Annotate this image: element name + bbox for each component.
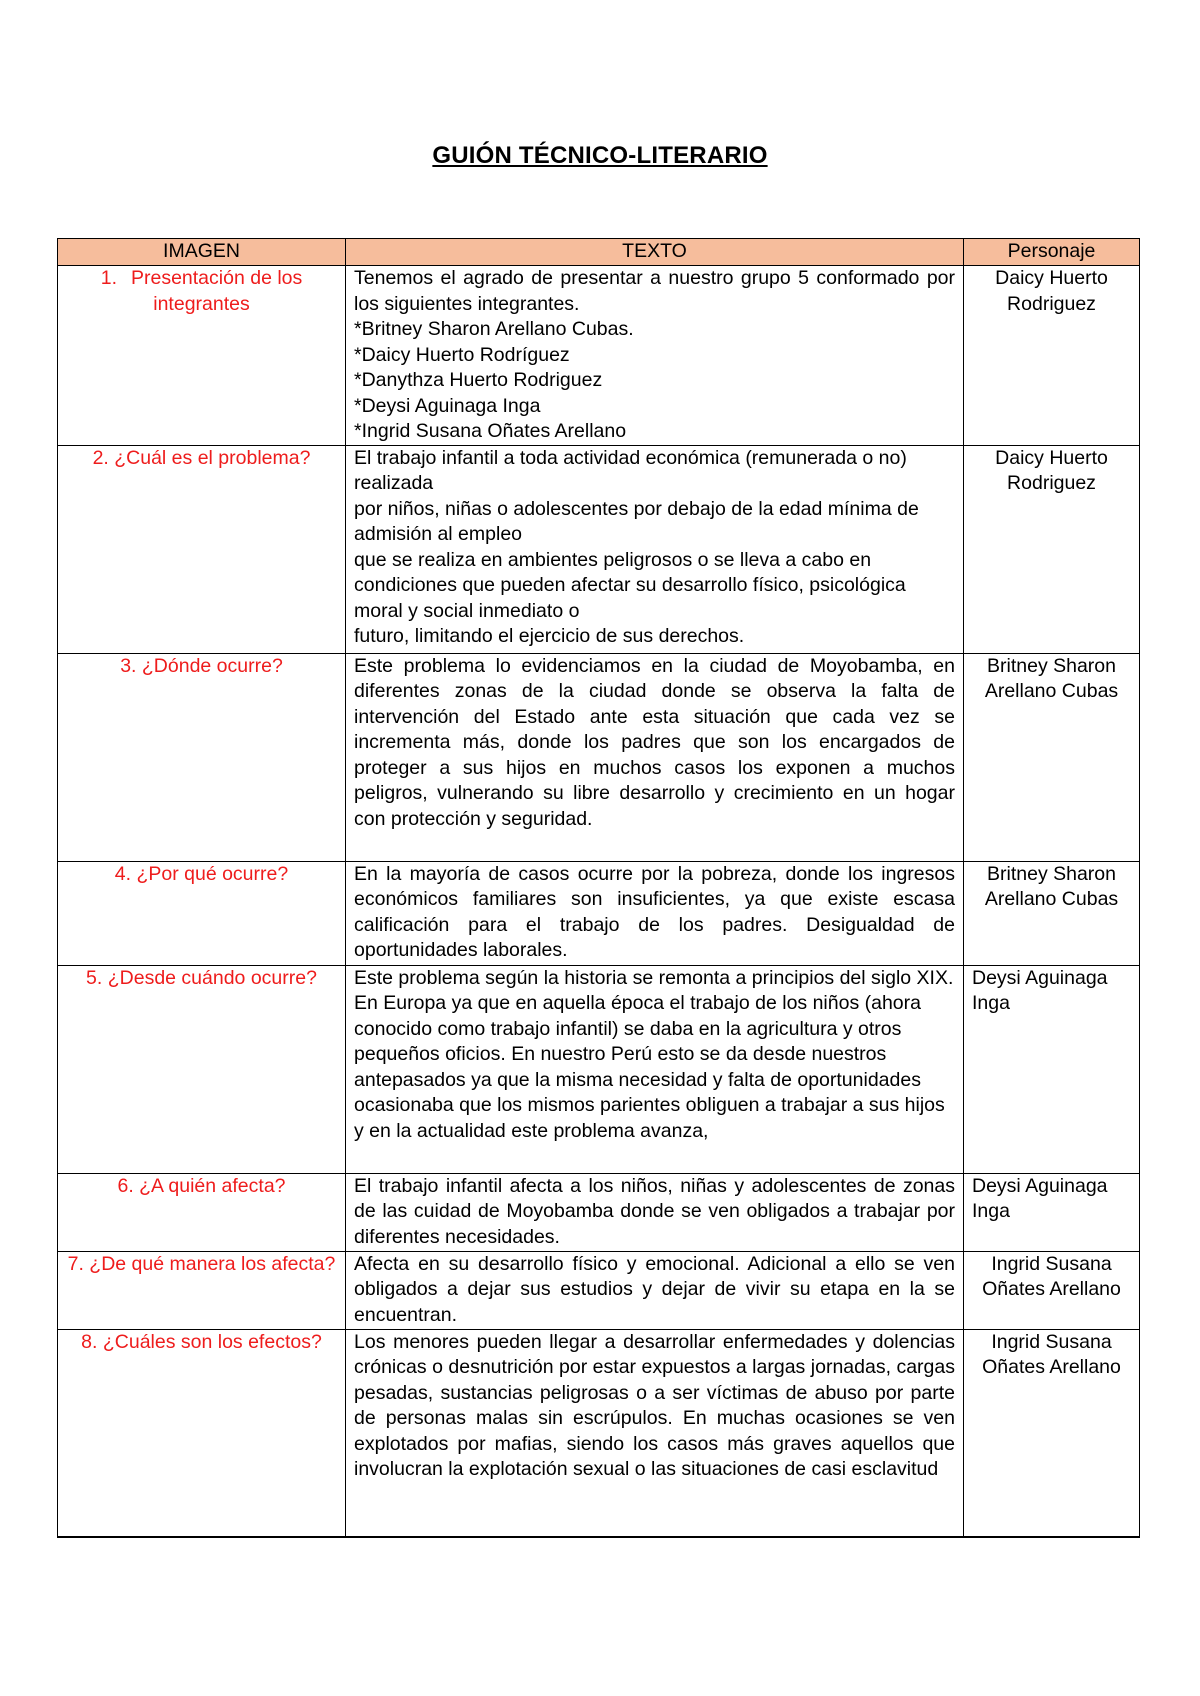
table-row <box>58 965 1140 1173</box>
personaje-cell: Ingrid Susana Oñates Arellano <box>964 1329 1140 1537</box>
question-cell: 4. ¿Por qué ocurre? <box>58 861 346 965</box>
table-row <box>58 653 1140 861</box>
question-cell: 6. ¿A quién afecta? <box>58 1173 346 1251</box>
question-number: 1. <box>100 267 117 289</box>
personaje-cell: Daicy Huerto Rodriguez <box>964 266 1140 446</box>
text-cell <box>346 1173 964 1251</box>
text-paragraph: Este problema según la historia se remonta a principios del siglo XIX. En Europa ya que en aquella época el trabajo de los niños (ahora conocido como trabajo infantil) se daba en la agricultura y otros pequeños oficios. En nuestro Perú esto se da desde nuestros antepasados ya que la misma necesidad y falta de oportunidades ocasionaba que los mismos parientes obliguen a trabajar a sus hijos y en la actualidad este problema avanza, <box>354 966 954 1142</box>
table-row <box>58 1329 1140 1537</box>
question-cell: 8. ¿Cuáles son los efectos? <box>58 1329 346 1537</box>
text-paragraph: Afecta en su desarrollo físico y emocional. Adicional a ello se ven obligados a dejar sus estudios y dejar de vivir su etapa en la se encuentran. <box>354 1252 955 1326</box>
question-cell: 5. ¿Desde cuándo ocurre? <box>58 965 346 1173</box>
table-header-row <box>58 239 1140 266</box>
text-paragraph: En la mayoría de casos ocurre por la pobreza, donde los ingresos económicos familiares son insuficientes, ya que existe escasa calificación para el trabajo de los padres. Desigualdad de oportunidades laborales. <box>354 862 955 961</box>
header-texto: TEXTO <box>346 239 964 266</box>
question-cell: 3. ¿Dónde ocurre? <box>58 653 346 861</box>
document-title: GUIÓN TÉCNICO-LITERARIO <box>432 142 768 169</box>
text-paragraph: Los menores pueden llegar a desarrollar enfermedades y dolencias crónicas o desnutrición por estar expuestos a largas jornadas, cargas pesadas, sustancias peligrosas o a ser víctimas de abuso por parte de personas malas sin escrúpulos. En muchas ocasiones se ven explotados por mafias, siendo los casos más graves aquellos que involucran la explotación sexual o las situaciones de casi esclavitud <box>354 1330 955 1480</box>
table-row <box>58 445 1140 653</box>
text-paragraph: *Danythza Huerto Rodriguez <box>354 369 603 391</box>
header-imagen: IMAGEN <box>58 239 346 266</box>
header-personaje: Personaje <box>964 239 1140 266</box>
table-row <box>58 1251 1140 1329</box>
text-paragraph: que se realiza en ambientes peligrosos o se lleva a cabo en condiciones que pueden afectar su desarrollo físico, psicológica moral y social inmediato o <box>354 548 906 622</box>
text-cell <box>346 653 964 861</box>
personaje-cell: Britney Sharon Arellano Cubas <box>964 653 1140 861</box>
text-cell <box>346 445 964 653</box>
text-paragraph: *Deysi Aguinaga Inga <box>354 394 541 417</box>
question-text: Presentación de los integrantes <box>130 267 303 315</box>
personaje-cell: Ingrid Susana Oñates Arellano <box>964 1251 1140 1329</box>
table-row <box>58 266 1140 446</box>
personaje-cell: Deysi Aguinaga Inga <box>964 1173 1140 1251</box>
text-paragraph: Este problema lo evidenciamos en la ciudad de Moyobamba, en diferentes zonas de la ciudad donde se observa la falta de intervención del Estado ante esta situación que cada vez se incrementa más, donde los padres que son los encargados de proteger a sus hijos en muchos casos los exponen a muchos peligros, vulnerando su libre desarrollo y crecimiento en un hogar con protección y seguridad. <box>354 654 955 830</box>
table-row <box>58 1173 1140 1251</box>
personaje-cell: Daicy Huerto Rodriguez <box>964 445 1140 653</box>
text-paragraph: El trabajo infantil afecta a los niños, niñas y adolescentes de zonas de las cuidad de Moyobamba donde se ven obligados a trabajar por diferentes necesidades. <box>354 1174 955 1248</box>
text-cell <box>346 266 964 446</box>
text-paragraph: *Daicy Huerto Rodríguez <box>354 343 570 366</box>
text-paragraph: El trabajo infantil a toda actividad económica (remunerada o no) realizada <box>354 446 907 494</box>
question-cell <box>58 266 346 446</box>
text-paragraph: Tenemos el agrado de presentar a nuestro grupo 5 conformado por los siguientes integrantes. <box>354 267 955 315</box>
question-cell: 2. ¿Cuál es el problema? <box>58 445 346 653</box>
script-table <box>57 238 1140 1538</box>
text-paragraph: *Britney Sharon Arellano Cubas. <box>354 318 634 340</box>
text-cell <box>346 1329 964 1537</box>
text-cell <box>346 1251 964 1329</box>
text-paragraph: por niños, niñas o adolescentes por debajo de la edad mínima de admisión al empleo <box>354 497 919 545</box>
personaje-cell: Deysi Aguinaga Inga <box>964 965 1140 1173</box>
question-cell: 7. ¿De qué manera los afecta? <box>58 1251 346 1329</box>
text-cell <box>346 965 964 1173</box>
text-paragraph: futuro, limitando el ejercicio de sus derechos. <box>354 625 745 647</box>
table-row <box>58 861 1140 965</box>
text-paragraph: *Ingrid Susana Oñates Arellano <box>354 420 627 442</box>
text-cell <box>346 861 964 965</box>
personaje-cell: Britney Sharon Arellano Cubas <box>964 861 1140 965</box>
